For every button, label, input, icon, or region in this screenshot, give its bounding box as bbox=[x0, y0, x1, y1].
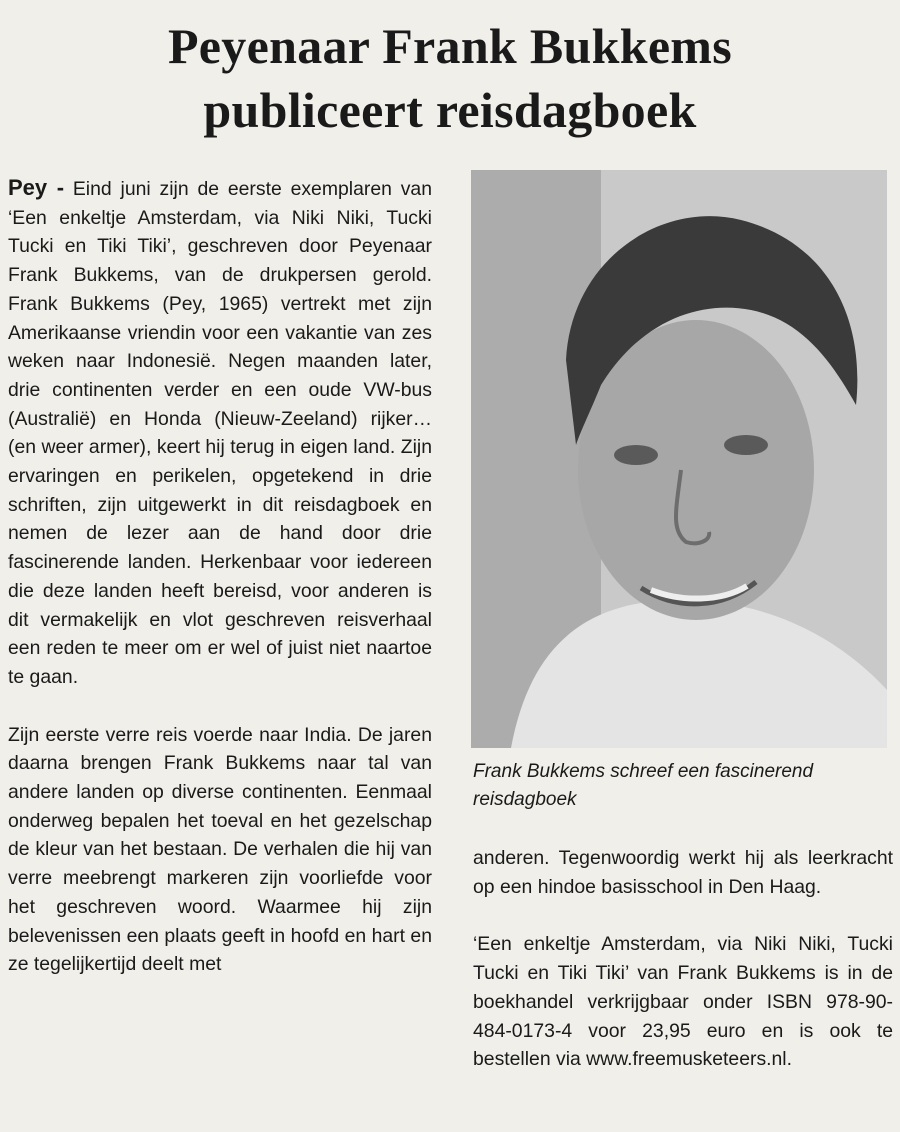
article-column-left bbox=[8, 174, 432, 979]
headline bbox=[0, 14, 900, 142]
portrait-illustration bbox=[471, 170, 887, 748]
article-column-right bbox=[473, 844, 893, 1074]
portrait-photo bbox=[471, 170, 887, 748]
article-paragraph-2: Zijn eerste verre reis voerde naar India. De jaren daarna brengen Frank Bukkems naar tal van andere landen op diverse continenten. Eenmaal onderweg bepalen het toeval en het gezelschap de kleur van het bestaan. De verhalen die hij van verre meebrengt markeren zijn voorliefde voor het geschreven woord. Waarmee hij zijn belevenissen een plaats geeft in hoofd en hart en ze tegelijkertijd deelt met bbox=[8, 723, 432, 976]
headline-line-2: publiceert reisdagboek bbox=[203, 82, 697, 138]
article-paragraph-4: ‘Een enkeltje Amsterdam, via Niki Niki, Tucki Tucki en Tiki Tiki’ van Frank Bukkems is in de boekhandel verkrijgbaar onder ISBN 978-90-484-0173-4 voor 23,95 euro en is ook te bestellen via www.freemusketeers.nl. bbox=[473, 933, 893, 1071]
headline-line-1: Peyenaar Frank Bukkems bbox=[167, 18, 733, 74]
dateline: Pey - bbox=[8, 175, 65, 200]
article-paragraph-1 bbox=[8, 174, 432, 692]
photo-caption: Frank Bukkems schreef een fascinerend reisdagboek bbox=[473, 761, 814, 810]
paragraph-1-text: Eind juni zijn de eerste exemplaren van ‘Een enkeltje Amsterdam, via Niki Niki, Tucki Tucki en Tiki Tiki’, geschreven door Peyenaar Frank Bukkems, van de drukpersen gerold. Frank Bukkems (Pey, 1965) vertrekt met zijn Amerikaanse vriendin voor een vakantie van zes weken naar Indonesië. Negen maanden later, drie continenten verder en een oude VW-bus (Australië) en Honda (Nieuw-Zeeland) rijker… (en weer armer), keert hij terug in eigen land. Zijn ervaringen en perikelen, opgetekend in drie schriften, zijn uitgewerkt in dit reisdagboek en nemen de lezer aan de hand door drie fascinerende landen. Herkenbaar voor iedereen die deze landen heeft bereisd, voor anderen is dit vermakelijk en vlot geschreven reisverhaal een reden te meer om er wel of juist niet naartoe te gaan. bbox=[8, 178, 432, 688]
article-paragraph-3: anderen. Tegenwoordig werkt hij als leerkracht op een hindoe basisschool in Den Haag. bbox=[473, 847, 893, 898]
